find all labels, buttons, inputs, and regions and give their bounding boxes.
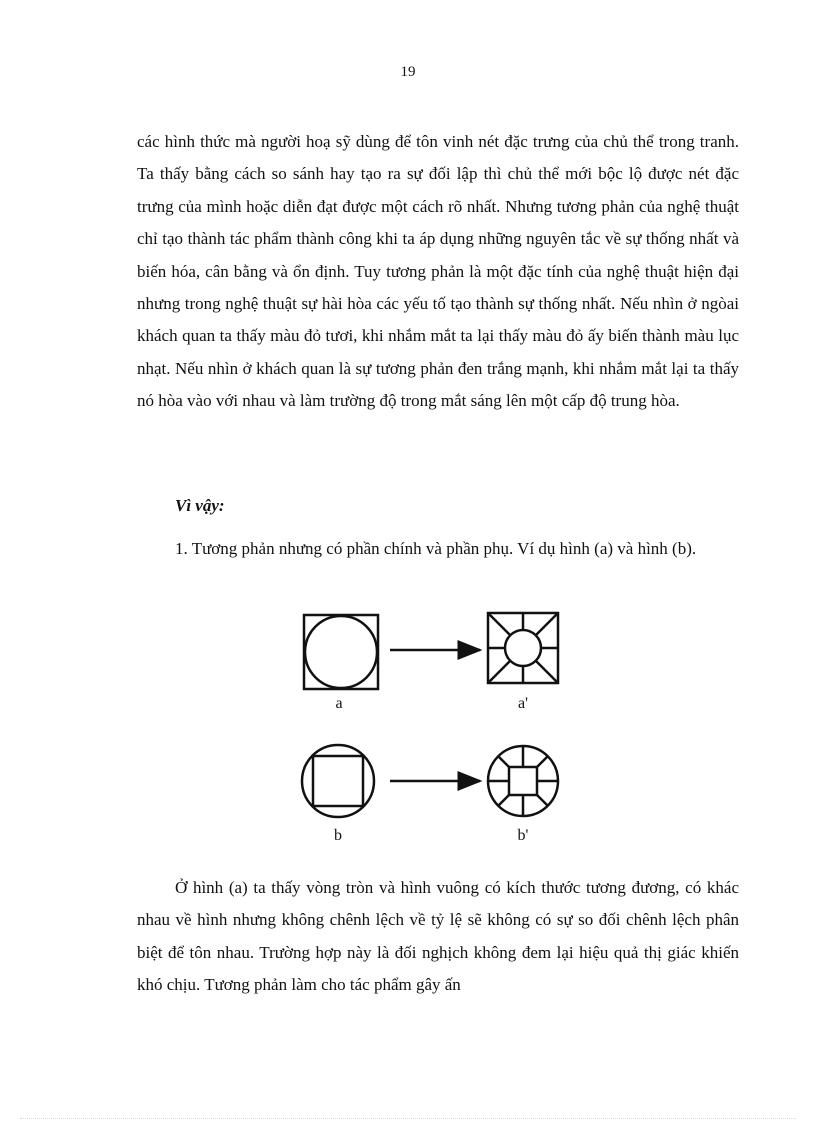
shape-a-prime [488,613,558,683]
shape-b [302,745,374,817]
paragraph-item-1: 1. Tương phản nhưng có phần chính và phần phụ. Ví dụ hình (a) và hình (b). [175,539,697,558]
page-bottom-rule [20,1118,796,1119]
page-number: 19 [400,64,416,80]
shape-b-prime [488,746,558,816]
label-b: b [334,827,342,844]
label-a-prime: a' [518,695,528,712]
label-a: a [335,695,343,712]
label-b-prime: b' [517,827,529,844]
paragraph-intro: các hình thức mà người hoạ sỹ dùng để tôn vinh nét đặc trưng của chủ thể trong tranh. Ta thấy bằng cách so sánh hay tạo ra sự đối lập thì chủ thể mới bộc lộ được nét đặc trưng của mình hoặc diễn đạt được một cách rõ nhất. Nhưng tương phản của nghệ thuật chỉ tạo thành tác phẩm thành công khi ta áp dụng những nguyên tắc về sự thống nhất và biến hóa, cân bằng và ổn định. Tuy tương phản là một đặc tính của nghệ thuật hiện đại nhưng trong nghệ thuật sự hài hòa các yếu tố tạo thành sự thống nhất. Nếu nhìn ở ngòai khách quan ta thấy màu đỏ tươi, khi nhắm mắt ta lại thấy màu đỏ ấy biến thành màu lục nhạt. Nếu nhìn ở khách quan là sự tương phản đen trắng mạnh, khi nhắm mắt lại ta thấy nó hòa vào với nhau và làm trường độ trong mắt sáng lên một cấp độ trung hòa. [137,132,739,411]
contrast-figure [290,605,580,855]
figure-drawing [290,605,580,855]
paragraph-explanation: Ở hình (a) ta thấy vòng tròn và hình vuông có kích thước tương đương, có khác nhau về hình nhưng không chênh lệch về tỷ lệ sẽ không có sự so đối chênh lệch phân biệt để tôn nhau. Trường hợp này là đối nghịch không đem lại hiệu quả thị giác khiến khó chịu. Tương phản làm cho tác phẩm gây ấn [137,878,739,995]
shape-a [304,615,378,689]
paragraph-vi-vay: Vì vậy: [175,496,225,515]
